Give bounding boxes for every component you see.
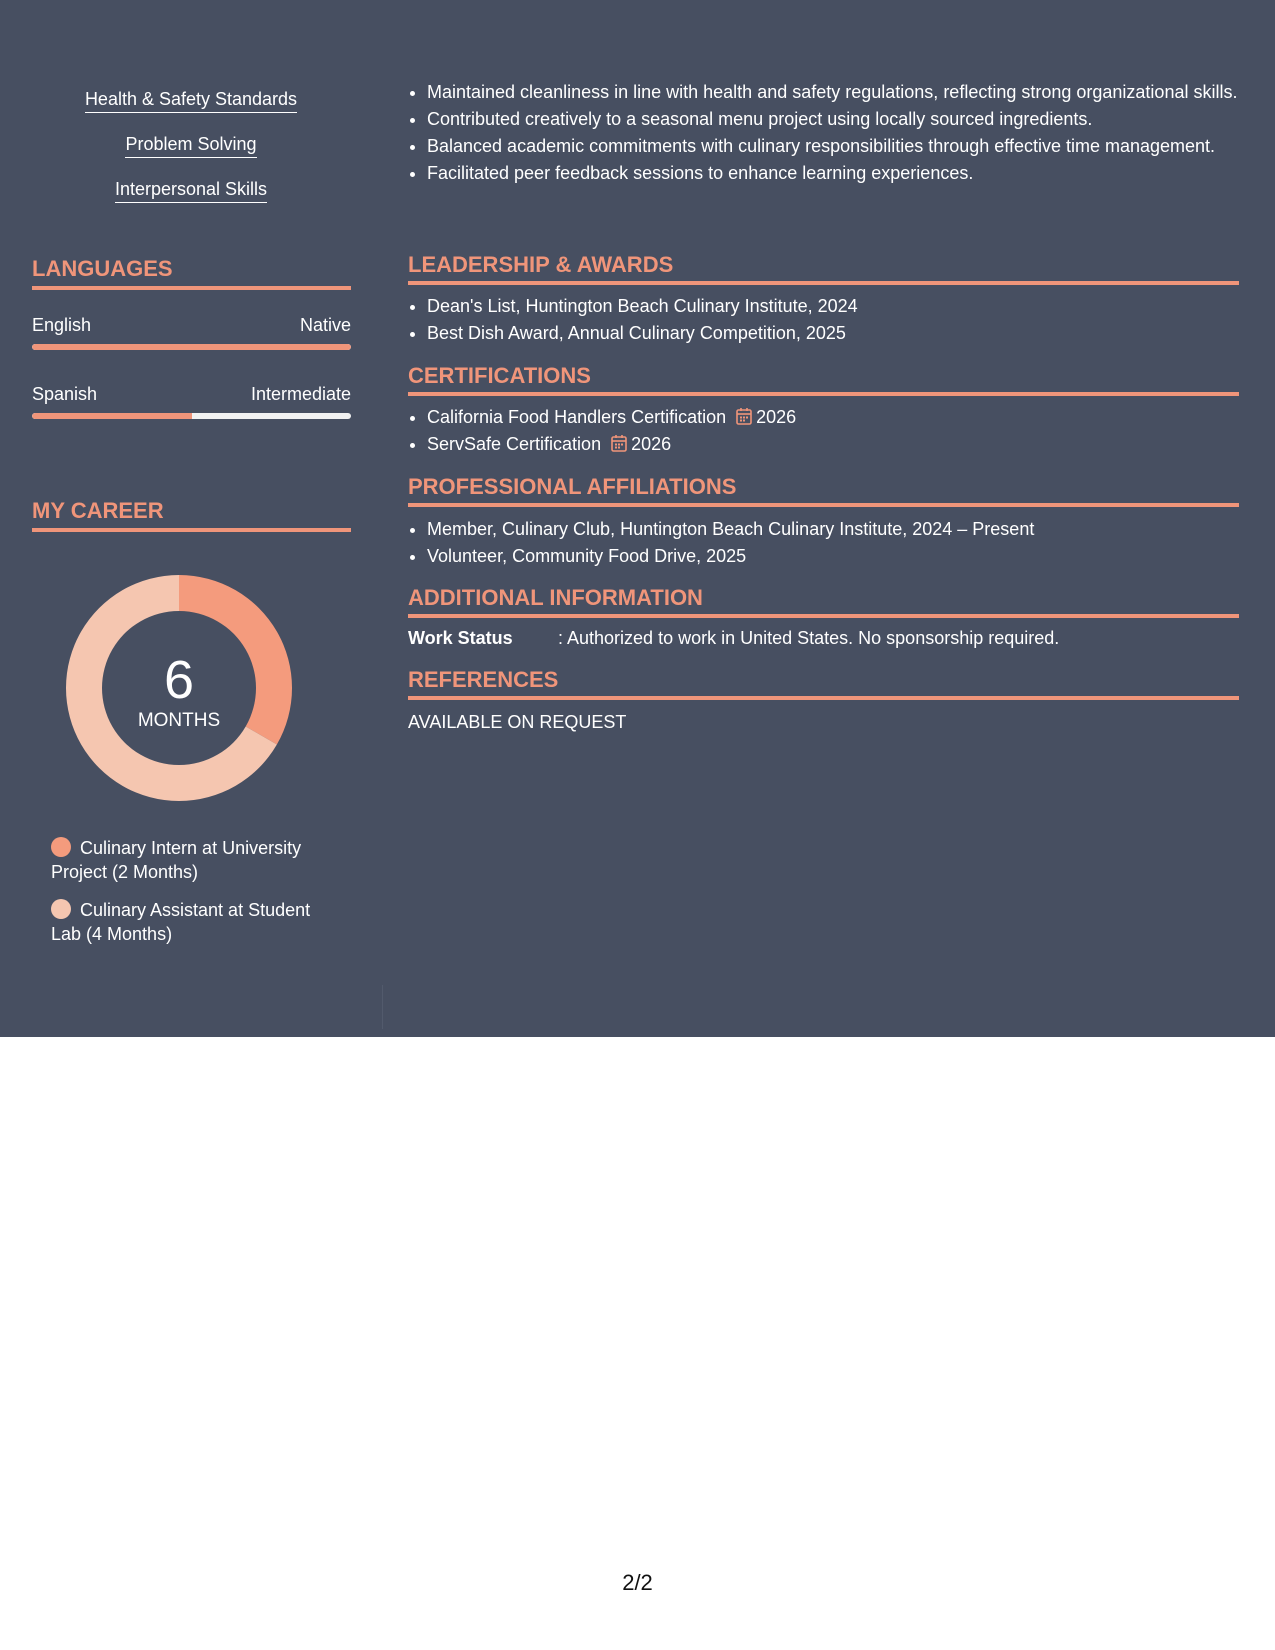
work-status-row [408,626,1059,650]
career-legend-label: Culinary Intern at University Project (2 Months) [51,838,302,882]
career-total-unit: MONTHS [137,710,221,731]
experience-bullets [408,80,1239,188]
affiliations-heading: PROFESSIONAL AFFILIATIONS [408,473,1239,507]
page-number: 2/2 [622,1570,653,1595]
affiliation-item: • Member, Culinary Club, Huntington Beach Culinary Institute, 2024 – Present [427,517,1239,541]
language-row [32,313,351,337]
experience-bullet: • Facilitated peer feedback sessions to enhance learning experiences. [427,161,1239,185]
skill-item [32,132,350,158]
leadership-list [408,294,1239,348]
career-legend-item [51,836,341,884]
language-proficiency-fill [32,413,192,419]
references-text: AVAILABLE ON REQUEST [408,712,627,732]
skill-label: Problem Solving [125,132,256,158]
additional-info-heading: ADDITIONAL INFORMATION [408,584,1239,618]
career-legend-item [51,898,341,946]
leadership-item: • Dean's List, Huntington Beach Culinary Institute, 2024 [427,294,1239,318]
certifications-heading: CERTIFICATIONS [408,362,1239,396]
experience-bullet: • Contributed creatively to a seasonal menu project using locally sourced ingredients. [427,107,1239,131]
certification-name: California Food Handlers Certification [427,407,727,427]
calendar-icon [611,434,627,452]
certification-year: 2026 [756,407,797,427]
experience-bullet: • Maintained cleanliness in line with health and safety regulations, reflecting strong organizational skills. [427,80,1239,104]
leadership-item: • Best Dish Award, Annual Culinary Competition, 2025 [427,321,1239,345]
career-heading: MY CAREER [32,497,351,532]
work-status-value: : Authorized to work in United States. No sponsorship required. [558,628,1060,648]
career-legend-label: Culinary Assistant at Student Lab (4 Months) [51,900,311,944]
affiliations-list [408,517,1239,571]
language-proficiency-bar [32,344,351,350]
skill-label: Interpersonal Skills [115,177,267,203]
certifications-list [408,405,1239,459]
certification-item [427,405,1239,429]
language-name: Spanish [32,384,98,404]
career-total-value: 6 [163,650,195,710]
legend-dot-icon [51,837,71,857]
certification-name: ServSafe Certification [427,434,602,454]
career-donut-chart [64,573,294,803]
legend-dot-icon [51,899,71,919]
certification-year: 2026 [631,434,672,454]
skill-item [32,177,350,203]
column-divider [382,985,383,1029]
language-proficiency-fill [32,344,351,350]
certification-item [427,432,1239,456]
language-name: English [32,315,92,335]
language-row [32,382,351,406]
skill-item [32,87,350,113]
skill-label: Health & Safety Standards [85,87,297,113]
references-heading: REFERENCES [408,666,1239,700]
calendar-icon [736,407,752,425]
experience-bullet: • Balanced academic commitments with culinary responsibilities through effective time management. [427,134,1239,158]
languages-heading: LANGUAGES [32,255,351,290]
language-level: Native [299,315,351,335]
language-level: Intermediate [250,384,351,404]
leadership-heading: LEADERSHIP & AWARDS [408,251,1239,285]
language-proficiency-bar [32,413,351,419]
affiliation-item: • Volunteer, Community Food Drive, 2025 [427,544,1239,568]
work-status-label: Work Status [408,628,513,648]
